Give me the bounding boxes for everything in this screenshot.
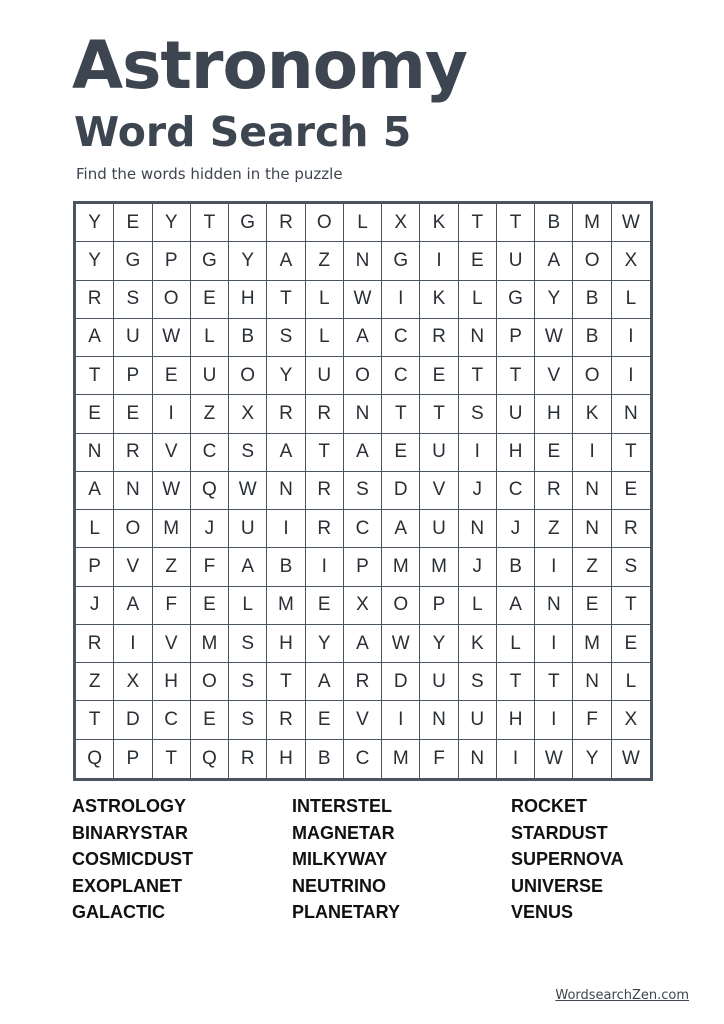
- grid-cell[interactable]: Q: [191, 740, 229, 778]
- grid-cell[interactable]: S: [267, 319, 305, 357]
- grid-cell[interactable]: M: [573, 625, 611, 663]
- grid-cell[interactable]: P: [76, 548, 114, 586]
- grid-cell[interactable]: I: [535, 701, 573, 739]
- grid-cell[interactable]: E: [459, 242, 497, 280]
- grid-cell[interactable]: G: [114, 242, 152, 280]
- grid-cell[interactable]: A: [382, 510, 420, 548]
- word-list-item: PLANETARY: [292, 902, 400, 923]
- grid-cell[interactable]: B: [573, 281, 611, 319]
- grid-cell[interactable]: X: [612, 701, 650, 739]
- grid-cell[interactable]: L: [344, 204, 382, 242]
- grid-cell[interactable]: A: [344, 319, 382, 357]
- grid-cell[interactable]: C: [382, 357, 420, 395]
- grid-cell[interactable]: H: [535, 395, 573, 433]
- grid-cell[interactable]: A: [344, 625, 382, 663]
- grid-cell[interactable]: I: [420, 242, 458, 280]
- grid-cell[interactable]: D: [382, 472, 420, 510]
- grid-cell[interactable]: J: [191, 510, 229, 548]
- grid-cell[interactable]: D: [382, 663, 420, 701]
- grid-cell[interactable]: G: [191, 242, 229, 280]
- grid-cell[interactable]: H: [497, 434, 535, 472]
- grid-cell[interactable]: O: [306, 204, 344, 242]
- grid-cell[interactable]: W: [344, 281, 382, 319]
- grid-cell[interactable]: N: [344, 242, 382, 280]
- grid-cell[interactable]: J: [459, 472, 497, 510]
- word-list-item: INTERSTEL: [292, 796, 393, 816]
- page-title: Astronomy: [72, 27, 467, 104]
- grid-cell[interactable]: C: [344, 740, 382, 778]
- grid-cell[interactable]: T: [497, 204, 535, 242]
- grid-cell[interactable]: A: [497, 587, 535, 625]
- grid-cell[interactable]: C: [344, 510, 382, 548]
- grid-cell[interactable]: N: [420, 701, 458, 739]
- grid-cell[interactable]: T: [191, 204, 229, 242]
- word-list-item: COSMICDUST: [72, 849, 193, 870]
- grid-cell[interactable]: T: [612, 587, 650, 625]
- grid-cell[interactable]: B: [267, 548, 305, 586]
- grid-cell[interactable]: T: [497, 663, 535, 701]
- grid-cell[interactable]: A: [535, 242, 573, 280]
- grid-cell[interactable]: K: [573, 395, 611, 433]
- word-list-item: UNIVERSE: [511, 875, 604, 896]
- grid-cell[interactable]: N: [573, 472, 611, 510]
- grid-cell[interactable]: S: [459, 395, 497, 433]
- grid-cell[interactable]: Y: [306, 625, 344, 663]
- grid-cell[interactable]: T: [267, 281, 305, 319]
- grid-cell[interactable]: E: [191, 587, 229, 625]
- grid-cell[interactable]: T: [153, 740, 191, 778]
- grid-cell[interactable]: I: [382, 281, 420, 319]
- grid-cell[interactable]: S: [229, 663, 267, 701]
- grid-cell[interactable]: P: [420, 587, 458, 625]
- grid-cell[interactable]: I: [612, 357, 650, 395]
- grid-cell[interactable]: L: [191, 319, 229, 357]
- grid-cell[interactable]: F: [573, 701, 611, 739]
- grid-cell[interactable]: Q: [191, 472, 229, 510]
- page-subtitle: Word Search 5: [74, 108, 412, 156]
- grid-cell[interactable]: L: [497, 625, 535, 663]
- word-list-item: ROCKET: [511, 796, 587, 816]
- grid-cell[interactable]: E: [114, 395, 152, 433]
- grid-cell[interactable]: I: [497, 740, 535, 778]
- grid-cell[interactable]: E: [612, 472, 650, 510]
- grid-cell[interactable]: W: [535, 740, 573, 778]
- grid-cell[interactable]: E: [191, 281, 229, 319]
- grid-cell[interactable]: N: [612, 395, 650, 433]
- grid-cell[interactable]: R: [306, 510, 344, 548]
- grid-cell[interactable]: Y: [267, 357, 305, 395]
- grid-cell[interactable]: C: [382, 319, 420, 357]
- grid-cell[interactable]: J: [459, 548, 497, 586]
- grid-cell[interactable]: I: [382, 701, 420, 739]
- grid-cell[interactable]: Z: [153, 548, 191, 586]
- grid-cell[interactable]: C: [153, 701, 191, 739]
- grid-cell[interactable]: T: [612, 434, 650, 472]
- grid-cell[interactable]: M: [382, 740, 420, 778]
- grid-cell[interactable]: G: [382, 242, 420, 280]
- grid-cell[interactable]: M: [191, 625, 229, 663]
- grid-cell[interactable]: T: [76, 701, 114, 739]
- grid-cell[interactable]: A: [306, 663, 344, 701]
- grid-cell[interactable]: P: [114, 357, 152, 395]
- grid-cell[interactable]: Z: [535, 510, 573, 548]
- grid-cell[interactable]: N: [76, 434, 114, 472]
- word-list-item: BINARYSTAR: [72, 822, 188, 843]
- grid-cell[interactable]: A: [229, 548, 267, 586]
- grid-cell[interactable]: G: [229, 204, 267, 242]
- grid-cell[interactable]: R: [229, 740, 267, 778]
- grid-cell[interactable]: F: [153, 587, 191, 625]
- grid-cell[interactable]: H: [229, 281, 267, 319]
- grid-cell[interactable]: O: [191, 663, 229, 701]
- grid-cell[interactable]: E: [191, 701, 229, 739]
- grid-cell[interactable]: Z: [76, 663, 114, 701]
- grid-cell[interactable]: N: [114, 472, 152, 510]
- grid-cell[interactable]: H: [153, 663, 191, 701]
- grid-cell[interactable]: V: [153, 625, 191, 663]
- grid-cell[interactable]: U: [420, 434, 458, 472]
- grid-cell[interactable]: P: [114, 740, 152, 778]
- grid-cell[interactable]: X: [382, 204, 420, 242]
- grid-cell[interactable]: G: [497, 281, 535, 319]
- grid-cell[interactable]: T: [420, 395, 458, 433]
- word-list-item: ASTROLOGY: [72, 796, 187, 816]
- grid-cell[interactable]: U: [497, 242, 535, 280]
- grid-cell[interactable]: S: [229, 625, 267, 663]
- grid-cell[interactable]: U: [420, 510, 458, 548]
- grid-cell[interactable]: H: [267, 740, 305, 778]
- grid-cell[interactable]: I: [459, 434, 497, 472]
- grid-cell[interactable]: W: [153, 472, 191, 510]
- grid-cell[interactable]: E: [535, 434, 573, 472]
- grid-cell[interactable]: Y: [76, 242, 114, 280]
- grid-cell[interactable]: I: [153, 395, 191, 433]
- grid-cell[interactable]: E: [612, 625, 650, 663]
- grid-cell[interactable]: N: [267, 472, 305, 510]
- grid-cell[interactable]: T: [76, 357, 114, 395]
- grid-cell[interactable]: T: [382, 395, 420, 433]
- grid-cell[interactable]: A: [267, 434, 305, 472]
- grid-cell[interactable]: Y: [153, 204, 191, 242]
- grid-cell[interactable]: E: [306, 701, 344, 739]
- word-list-item: MILKYWAY: [292, 849, 388, 870]
- grid-cell[interactable]: A: [114, 587, 152, 625]
- word-list-item: VENUS: [511, 902, 574, 923]
- grid-cell[interactable]: P: [497, 319, 535, 357]
- grid-cell[interactable]: I: [114, 625, 152, 663]
- grid-cell[interactable]: I: [535, 625, 573, 663]
- grid-cell[interactable]: M: [153, 510, 191, 548]
- grid-cell[interactable]: R: [420, 319, 458, 357]
- grid-cell[interactable]: Z: [306, 242, 344, 280]
- grid-cell[interactable]: B: [535, 204, 573, 242]
- grid-cell[interactable]: X: [344, 587, 382, 625]
- grid-cell[interactable]: U: [114, 319, 152, 357]
- grid-cell[interactable]: Z: [573, 548, 611, 586]
- grid-cell[interactable]: S: [229, 434, 267, 472]
- grid-cell[interactable]: I: [612, 319, 650, 357]
- grid-cell[interactable]: R: [114, 434, 152, 472]
- grid-cell[interactable]: X: [229, 395, 267, 433]
- grid-cell[interactable]: B: [497, 548, 535, 586]
- grid-cell[interactable]: A: [267, 242, 305, 280]
- grid-cell[interactable]: O: [344, 357, 382, 395]
- grid-cell[interactable]: N: [459, 319, 497, 357]
- grid-cell[interactable]: L: [459, 587, 497, 625]
- grid-cell[interactable]: W: [382, 625, 420, 663]
- grid-cell[interactable]: R: [344, 663, 382, 701]
- footer-link[interactable]: WordsearchZen.com: [555, 988, 689, 1003]
- grid-cell[interactable]: N: [573, 510, 611, 548]
- grid-cell[interactable]: N: [459, 510, 497, 548]
- grid-cell[interactable]: B: [306, 740, 344, 778]
- grid-cell[interactable]: R: [267, 395, 305, 433]
- grid-cell[interactable]: V: [153, 434, 191, 472]
- grid-cell[interactable]: A: [76, 472, 114, 510]
- grid-cell[interactable]: U: [420, 663, 458, 701]
- grid-cell[interactable]: S: [459, 663, 497, 701]
- grid-cell[interactable]: J: [76, 587, 114, 625]
- grid-cell[interactable]: X: [612, 242, 650, 280]
- grid-cell[interactable]: P: [153, 242, 191, 280]
- word-list-item: GALACTIC: [72, 902, 165, 923]
- grid-cell[interactable]: S: [344, 472, 382, 510]
- grid-cell[interactable]: L: [612, 663, 650, 701]
- grid-cell[interactable]: L: [306, 319, 344, 357]
- grid-cell[interactable]: T: [535, 663, 573, 701]
- grid-cell[interactable]: M: [420, 548, 458, 586]
- grid-cell[interactable]: E: [420, 357, 458, 395]
- grid-cell[interactable]: E: [76, 395, 114, 433]
- grid-cell[interactable]: I: [306, 548, 344, 586]
- grid-cell[interactable]: E: [573, 587, 611, 625]
- grid-cell[interactable]: T: [459, 204, 497, 242]
- grid-cell[interactable]: A: [344, 434, 382, 472]
- grid-cell[interactable]: R: [267, 204, 305, 242]
- grid-cell[interactable]: R: [535, 472, 573, 510]
- grid-cell[interactable]: J: [497, 510, 535, 548]
- grid-cell[interactable]: C: [497, 472, 535, 510]
- grid-cell[interactable]: R: [306, 472, 344, 510]
- grid-cell[interactable]: L: [76, 510, 114, 548]
- grid-cell[interactable]: T: [306, 434, 344, 472]
- grid-cell[interactable]: R: [76, 281, 114, 319]
- grid-cell[interactable]: W: [621, 747, 640, 769]
- grid-cell[interactable]: Y: [76, 204, 114, 242]
- grid-cell[interactable]: U: [459, 701, 497, 739]
- grid-cell[interactable]: V: [420, 472, 458, 510]
- grid-cell[interactable]: R: [306, 395, 344, 433]
- grid-cell[interactable]: Y: [420, 625, 458, 663]
- grid-cell[interactable]: R: [612, 510, 650, 548]
- puzzle-grid: [76, 204, 650, 778]
- grid-cell[interactable]: E: [306, 587, 344, 625]
- grid-cell[interactable]: O: [153, 281, 191, 319]
- grid-cell[interactable]: Q: [76, 740, 114, 778]
- grid-cell[interactable]: K: [420, 204, 458, 242]
- grid-cell[interactable]: I: [267, 510, 305, 548]
- grid-cell[interactable]: N: [535, 587, 573, 625]
- grid-cell[interactable]: B: [573, 319, 611, 357]
- grid-cell[interactable]: T: [267, 663, 305, 701]
- grid-cell[interactable]: W: [535, 319, 573, 357]
- grid-cell[interactable]: C: [191, 434, 229, 472]
- puzzle-grid-frame: [73, 201, 653, 781]
- grid-cell[interactable]: O: [114, 510, 152, 548]
- grid-cell[interactable]: B: [229, 319, 267, 357]
- word-list-item: NEUTRINO: [292, 875, 386, 896]
- grid-cell[interactable]: I: [573, 434, 611, 472]
- grid-cell[interactable]: M: [267, 587, 305, 625]
- grid-cell[interactable]: E: [382, 434, 420, 472]
- grid-cell[interactable]: S: [612, 548, 650, 586]
- grid-cell[interactable]: U: [497, 395, 535, 433]
- grid-cell[interactable]: U: [306, 357, 344, 395]
- grid-cell[interactable]: N: [459, 740, 497, 778]
- grid-cell[interactable]: U: [191, 357, 229, 395]
- grid-cell[interactable]: O: [573, 357, 611, 395]
- grid-cell[interactable]: L: [612, 281, 650, 319]
- grid-cell[interactable]: N: [573, 663, 611, 701]
- grid-cell[interactable]: O: [573, 242, 611, 280]
- grid-cell[interactable]: L: [306, 281, 344, 319]
- grid-cell[interactable]: L: [459, 281, 497, 319]
- word-list-item: EXOPLANET: [72, 875, 183, 896]
- grid-cell[interactable]: O: [382, 587, 420, 625]
- grid-cell[interactable]: S: [229, 701, 267, 739]
- grid-cell[interactable]: X: [114, 663, 152, 701]
- grid-cell[interactable]: T: [497, 357, 535, 395]
- grid-cell[interactable]: E: [114, 204, 152, 242]
- word-list: [72, 793, 652, 926]
- grid-cell[interactable]: Y: [229, 242, 267, 280]
- grid-cell[interactable]: F: [420, 740, 458, 778]
- grid-cell[interactable]: M: [573, 204, 611, 242]
- grid-cell[interactable]: I: [535, 548, 573, 586]
- grid-cell[interactable]: H: [497, 701, 535, 739]
- grid-cell[interactable]: R: [76, 625, 114, 663]
- grid-cell[interactable]: E: [153, 357, 191, 395]
- grid-cell[interactable]: W: [229, 472, 267, 510]
- grid-cell[interactable]: H: [267, 625, 305, 663]
- grid-cell[interactable]: V: [114, 548, 152, 586]
- grid-cell[interactable]: Y: [573, 740, 611, 778]
- grid-cell[interactable]: Y: [535, 281, 573, 319]
- grid-cell[interactable]: W: [153, 319, 191, 357]
- grid-cell[interactable]: T: [459, 357, 497, 395]
- grid-cell[interactable]: M: [382, 548, 420, 586]
- grid-cell[interactable]: K: [459, 625, 497, 663]
- grid-cell[interactable]: D: [114, 701, 152, 739]
- word-list-item: STARDUST: [511, 822, 608, 843]
- grid-cell[interactable]: F: [191, 548, 229, 586]
- grid-cell[interactable]: R: [267, 701, 305, 739]
- grid-cell[interactable]: K: [420, 281, 458, 319]
- word-list-item: SUPERNOVA: [511, 849, 624, 870]
- grid-cell[interactable]: O: [229, 357, 267, 395]
- grid-cell[interactable]: A: [76, 319, 114, 357]
- instructions-text: Find the words hidden in the puzzle: [76, 165, 343, 183]
- grid-cell[interactable]: V: [535, 357, 573, 395]
- grid-cell[interactable]: S: [114, 281, 152, 319]
- grid-cell[interactable]: L: [229, 587, 267, 625]
- grid-cell[interactable]: V: [344, 701, 382, 739]
- grid-cell[interactable]: Z: [191, 395, 229, 433]
- grid-cell[interactable]: U: [229, 510, 267, 548]
- grid-cell[interactable]: W: [612, 204, 650, 242]
- grid-cell[interactable]: N: [344, 395, 382, 433]
- word-list-item: MAGNETAR: [292, 822, 395, 843]
- grid-cell[interactable]: P: [344, 548, 382, 586]
